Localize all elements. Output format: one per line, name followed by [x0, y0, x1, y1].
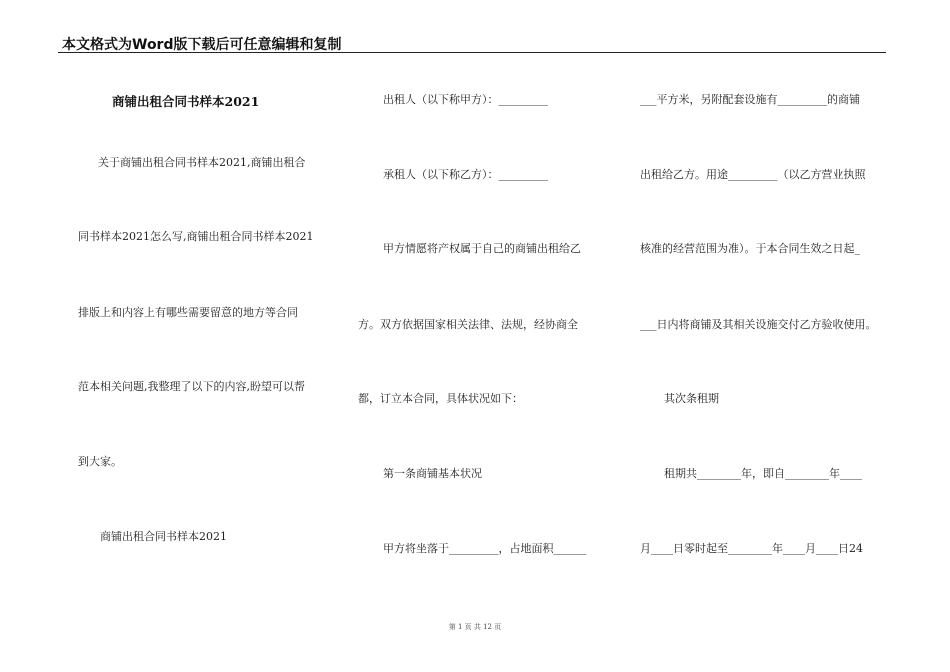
- col2-line-1: 出租人（以下称甲方）：_________: [383, 93, 548, 106]
- document-header: 本文格式为Word版下载后可任意编辑和复制: [62, 37, 342, 53]
- col2-line-4: 方。双方依据国家相关法律、法规，经协商全: [358, 318, 578, 331]
- col1-line-5: 到大家。: [78, 455, 122, 468]
- col3-line-2: 出租给乙方。用途_________（以乙方营业执照: [640, 168, 866, 181]
- col1-line-4: 范本相关问题,我整理了以下的内容,盼望可以帮: [78, 380, 305, 393]
- document-title: 商铺出租合同书样本2021: [112, 94, 260, 109]
- col3-line-3: 核准的经营范围为准）。于本合同生效之日起_: [640, 242, 860, 255]
- page-number: 第 1 页 共 12 页: [448, 623, 502, 631]
- col3-line-1: ___平方米，另附配套设施有_________的商铺: [640, 93, 860, 106]
- col1-subtitle: 商铺出租合同书样本2021: [100, 530, 227, 543]
- header-divider: [58, 52, 886, 53]
- col1-line-2: 同书样本2021怎么写,商铺出租合同书样本2021: [78, 230, 314, 243]
- col2-line-5: 都，订立本合同，具体状况如下：: [358, 392, 523, 405]
- col2-line-2: 承租人（以下称乙方）：_________: [383, 168, 548, 181]
- col2-line-7: 甲方将坐落于_________，占地面积______: [383, 542, 587, 555]
- col2-line-6: 第一条商铺基本状况: [383, 467, 482, 480]
- col1-line-1: 关于商铺出租合同书样本2021,商铺出租合: [98, 156, 306, 169]
- col3-line-6: 租期共________年，即自________年____: [664, 467, 862, 480]
- col3-line-5: 其次条租期: [664, 392, 719, 405]
- col2-line-3: 甲方情愿将产权属于自己的商铺出租给乙: [383, 242, 581, 255]
- col1-line-3: 排版上和内容上有哪些需要留意的地方等合同: [78, 306, 298, 319]
- col3-line-7: 月____日零时起至________年____月____日24: [640, 542, 863, 555]
- col3-line-4: ___日内将商铺及其相关设施交付乙方验收使用。: [640, 318, 877, 331]
